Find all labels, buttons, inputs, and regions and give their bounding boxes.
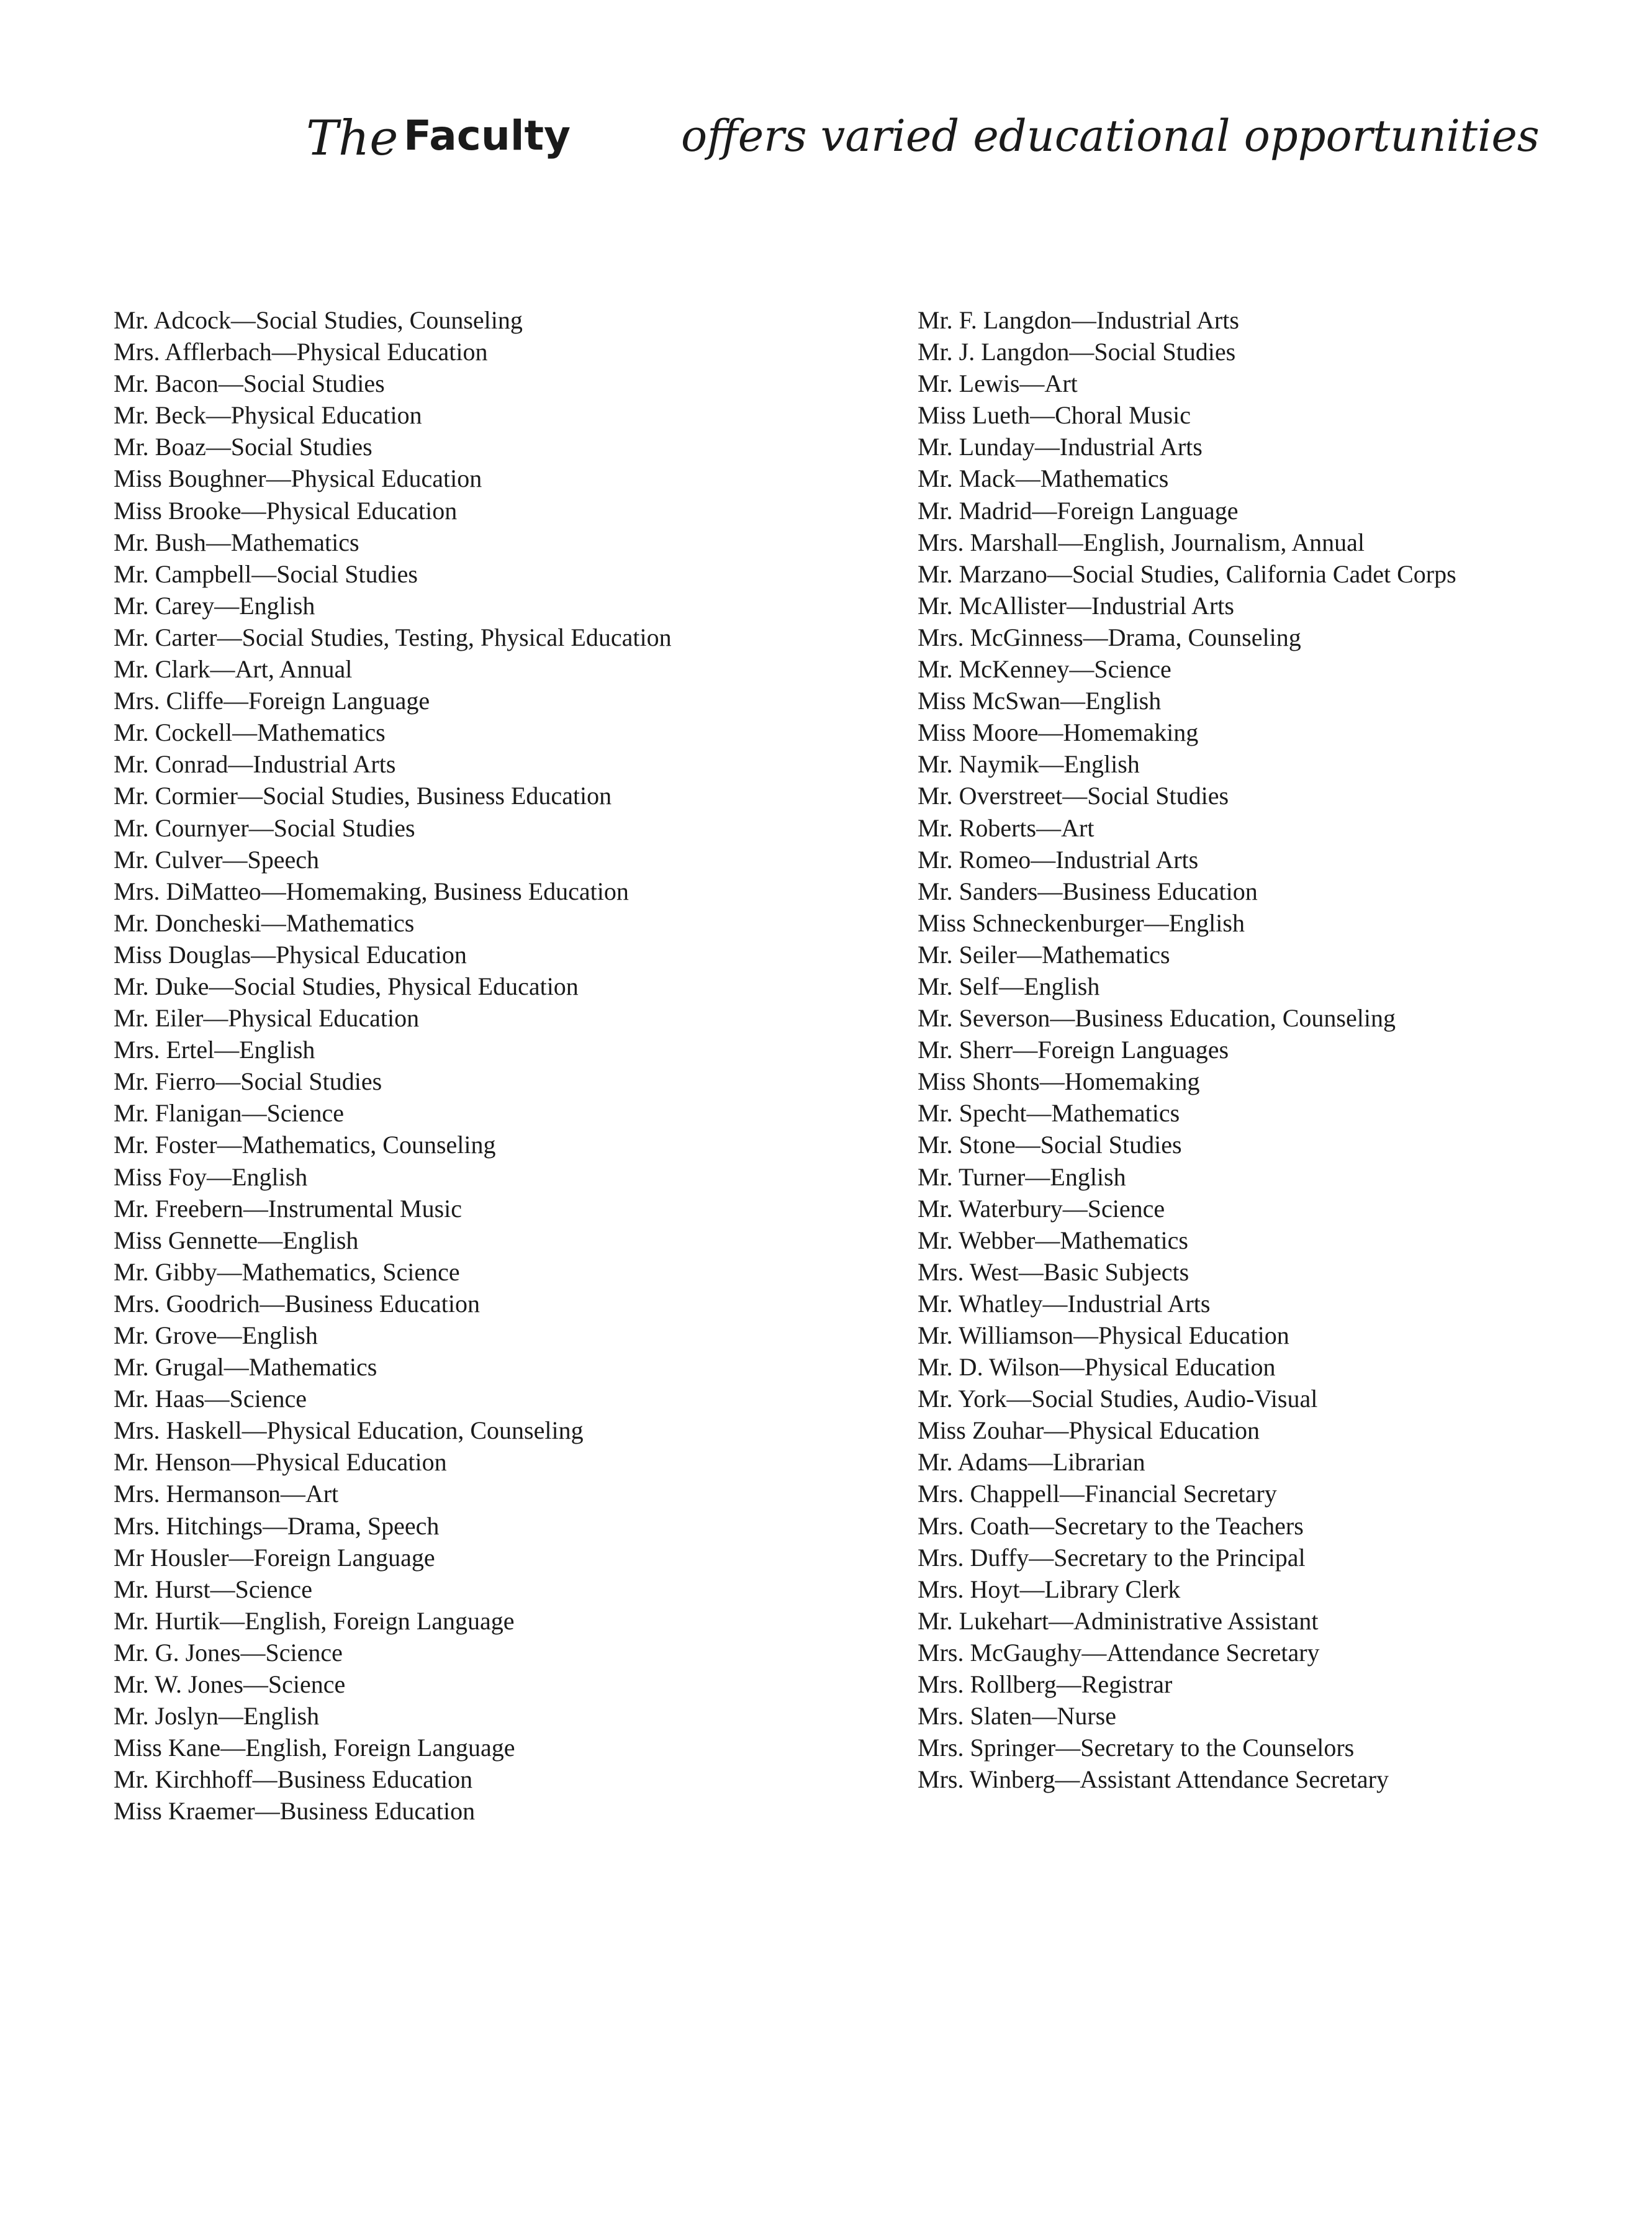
faculty-entry: Mrs. Marshall—English, Journalism, Annual: [918, 528, 1365, 556]
faculty-entry: Mr. Culver—Speech: [114, 845, 320, 874]
faculty-entry: Mr. Madrid—Foreign Language: [918, 496, 1239, 525]
faculty-entry: Miss Zouhar—Physical Education: [918, 1416, 1260, 1445]
faculty-entry: Mr. Hurst—Science: [114, 1575, 312, 1603]
faculty-entry: Mr. Doncheski—Mathematics: [114, 908, 415, 937]
faculty-entry: Mr. Hurtik—English, Foreign Language: [114, 1606, 515, 1635]
faculty-entry: Miss Douglas—Physical Education: [114, 940, 467, 969]
faculty-entry: Mr. Cockell—Mathematics: [114, 718, 386, 747]
faculty-entry: Mr. Campbell—Social Studies: [114, 559, 418, 588]
faculty-entry: Mrs. Cliffe—Foreign Language: [114, 687, 430, 715]
faculty-entry: Mr. Mack—Mathematics: [918, 464, 1169, 493]
faculty-entry: Mrs. McGaughy—Attendance Secretary: [918, 1638, 1320, 1667]
faculty-entry: Mr. Conrad—Industrial Arts: [114, 750, 396, 779]
faculty-entry: Mrs. Springer—Secretary to the Counselors: [918, 1734, 1355, 1762]
faculty-entry: Mrs. Ertel—English: [114, 1036, 315, 1064]
faculty-entry: Miss Schneckenburger—English: [918, 908, 1245, 937]
faculty-entry: Mr. Eiler—Physical Education: [114, 1004, 420, 1033]
faculty-entry: Mr. Bacon—Social Studies: [114, 369, 385, 398]
faculty-entry: Mr. Carter—Social Studies, Testing, Physical Education: [114, 623, 672, 651]
faculty-entry: Mr. McAllister—Industrial Arts: [918, 591, 1234, 620]
faculty-entry: Mr. Overstreet—Social Studies: [918, 782, 1229, 810]
faculty-entry: Mr. D. Wilson—Physical Education: [918, 1353, 1276, 1382]
faculty-entry: Mr. Severson—Business Education, Counseling: [918, 1004, 1396, 1033]
faculty-list-left: [114, 304, 672, 1827]
faculty-entry: Mr. Stone—Social Studies: [918, 1131, 1182, 1159]
faculty-entry: Mrs. Hermanson—Art: [114, 1480, 339, 1508]
faculty-entry: Mrs. Chappell—Financial Secretary: [918, 1480, 1277, 1508]
faculty-entry: Mr. Lunday—Industrial Arts: [918, 433, 1203, 461]
faculty-entry: Mr. Sherr—Foreign Languages: [918, 1036, 1229, 1064]
faculty-list-right: [918, 304, 1456, 1795]
faculty-entry: Mr. J. Langdon—Social Studies: [918, 338, 1236, 366]
faculty-entry: Mr. Gibby—Mathematics, Science: [114, 1257, 460, 1286]
faculty-entry: Mr. McKenney—Science: [918, 655, 1171, 684]
faculty-entry: Mrs. Goodrich—Business Education: [114, 1289, 480, 1318]
faculty-entry: Mr. Self—English: [918, 972, 1100, 1000]
faculty-entry: Mr. Adcock—Social Studies, Counseling: [114, 306, 523, 334]
faculty-entry: Mr. Turner—English: [918, 1162, 1126, 1191]
faculty-entry: Mr. F. Langdon—Industrial Arts: [918, 306, 1239, 334]
faculty-entry: Mr. W. Jones—Science: [114, 1670, 346, 1699]
faculty-entry: Mr. Fierro—Social Studies: [114, 1067, 382, 1096]
header-subtitle: offers varied educational opportunities: [681, 111, 1540, 161]
faculty-entry: Mrs. Coath—Secretary to the Teachers: [918, 1511, 1304, 1540]
faculty-entry: Mr. Specht—Mathematics: [918, 1099, 1180, 1128]
faculty-entry: Mrs. Hoyt—Library Clerk: [918, 1575, 1181, 1603]
faculty-entry: Mr. Naymik—English: [918, 750, 1140, 779]
faculty-entry: Mr. Joslyn—English: [114, 1702, 320, 1731]
faculty-entry: Mr. Bush—Mathematics: [114, 528, 359, 556]
faculty-entry: Mrs. McGinness—Drama, Counseling: [918, 623, 1301, 651]
faculty-entry: Mr. Sanders—Business Education: [918, 877, 1258, 905]
faculty-entry: Mr. Henson—Physical Education: [114, 1448, 447, 1477]
faculty-entry: Mr. Haas—Science: [114, 1385, 307, 1413]
faculty-entry: Mr. Adams—Librarian: [918, 1448, 1145, 1477]
faculty-entry: Mr. Whatley—Industrial Arts: [918, 1289, 1211, 1318]
faculty-entry: Mrs. Duffy—Secretary to the Principal: [918, 1543, 1306, 1572]
page-header: [0, 99, 1652, 186]
header-the: The: [306, 111, 399, 166]
faculty-entry: Mr. Waterbury—Science: [918, 1194, 1165, 1223]
faculty-entry: Mr. Freebern—Instrumental Music: [114, 1194, 462, 1223]
faculty-entry: Miss Shonts—Homemaking: [918, 1067, 1200, 1096]
faculty-entry: Mr. Williamson—Physical Education: [918, 1321, 1289, 1349]
faculty-entry: Mr. Clark—Art, Annual: [114, 655, 353, 684]
faculty-entry: Miss Kane—English, Foreign Language: [114, 1734, 515, 1762]
faculty-entry: Mr. Grugal—Mathematics: [114, 1353, 377, 1382]
faculty-entry: Mr. Foster—Mathematics, Counseling: [114, 1131, 496, 1159]
faculty-entry: Mr. Roberts—Art: [918, 813, 1095, 842]
faculty-entry: Mrs. Rollberg—Registrar: [918, 1670, 1173, 1699]
faculty-entry: Mrs. West—Basic Subjects: [918, 1257, 1189, 1286]
faculty-entry: Mr. Duke—Social Studies, Physical Education: [114, 972, 579, 1000]
faculty-entry: Miss Lueth—Choral Music: [918, 401, 1191, 430]
faculty-entry: Miss Moore—Homemaking: [918, 718, 1199, 747]
faculty-entry: Mr. Kirchhoff—Business Education: [114, 1765, 473, 1794]
faculty-entry: Mr. Lukehart—Administrative Assistant: [918, 1606, 1319, 1635]
faculty-entry: Miss Boughner—Physical Education: [114, 464, 482, 493]
faculty-entry: Mr. Lewis—Art: [918, 369, 1078, 398]
faculty-entry: Miss Kraemer—Business Education: [114, 1797, 476, 1826]
faculty-entry: Mr. Romeo—Industrial Arts: [918, 845, 1199, 874]
faculty-entry: Mrs. Hitchings—Drama, Speech: [114, 1511, 440, 1540]
faculty-entry: Miss Gennette—English: [114, 1226, 359, 1254]
faculty-entry: Mrs. Afflerbach—Physical Education: [114, 338, 488, 366]
faculty-entry: Mr. Marzano—Social Studies, California Cadet Corps: [918, 559, 1456, 588]
faculty-entry: Mrs. Slaten—Nurse: [918, 1702, 1116, 1731]
faculty-entry: Mr Housler—Foreign Language: [114, 1543, 435, 1572]
faculty-entry: Miss McSwan—English: [918, 687, 1162, 715]
faculty-entry: Miss Foy—English: [114, 1162, 308, 1191]
header-faculty: Faculty: [404, 112, 571, 160]
faculty-entry: Mr. Boaz—Social Studies: [114, 433, 372, 461]
faculty-entry: Mr. Cournyer—Social Studies: [114, 813, 415, 842]
faculty-entry: Mrs. DiMatteo—Homemaking, Business Education: [114, 877, 629, 905]
faculty-entry: Mr. Seiler—Mathematics: [918, 940, 1170, 969]
faculty-entry: Mr. York—Social Studies, Audio-Visual: [918, 1385, 1318, 1413]
faculty-entry: Mr. Grove—English: [114, 1321, 318, 1349]
faculty-entry: Mrs. Haskell—Physical Education, Counseling: [114, 1416, 584, 1445]
faculty-entry: Mr. Flanigan—Science: [114, 1099, 345, 1128]
faculty-entry: Mr. Webber—Mathematics: [918, 1226, 1188, 1254]
faculty-entry: Miss Brooke—Physical Education: [114, 496, 458, 525]
faculty-entry: Mrs. Winberg—Assistant Attendance Secretary: [918, 1765, 1389, 1794]
faculty-entry: Mr. Carey—English: [114, 591, 315, 620]
faculty-entry: Mr. Cormier—Social Studies, Business Education: [114, 782, 612, 810]
faculty-entry: Mr. Beck—Physical Education: [114, 401, 422, 430]
faculty-entry: Mr. G. Jones—Science: [114, 1638, 343, 1667]
